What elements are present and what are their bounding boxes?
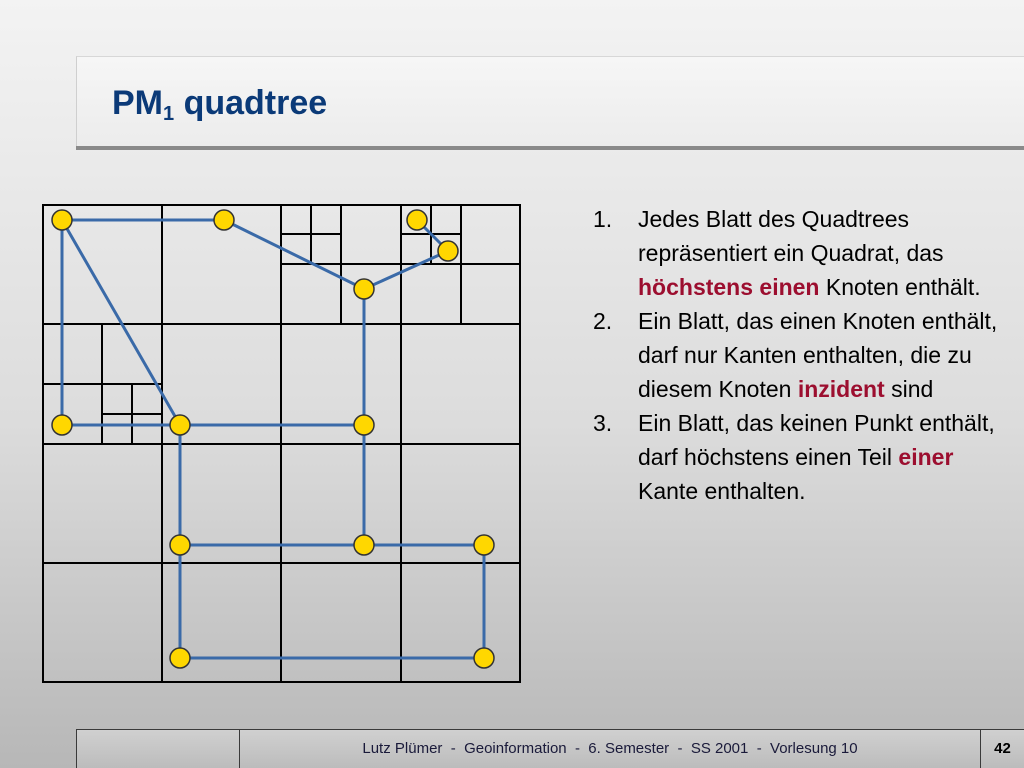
graph-node [354, 415, 374, 435]
graph-node [354, 535, 374, 555]
rules-list [593, 202, 1003, 508]
graph-node [407, 210, 427, 230]
rule-text: sind [884, 376, 934, 402]
quadtree-grid [43, 205, 520, 682]
rule-item [593, 202, 1003, 304]
graph-edge [364, 251, 448, 289]
graph-edges [62, 220, 484, 658]
graph-node [52, 210, 72, 230]
rule-text: Jedes Blatt des Quadtrees repräsentiert ein Quadrat, das [638, 206, 944, 266]
rule-item [593, 304, 1003, 406]
title-suffix: quadtree [174, 84, 328, 122]
graph-node [474, 535, 494, 555]
rule-emphasis: inzident [797, 376, 885, 402]
rule-emphasis: höchstens einen [638, 274, 820, 300]
rule-text: Ein Blatt, das einen Knoten enthält, darf nur Kanten enthalten, die zu diesem Knoten [638, 308, 998, 402]
graph-node [354, 279, 374, 299]
graph-node [170, 648, 190, 668]
rule-number: 2. [593, 308, 613, 334]
graph-node [170, 535, 190, 555]
graph-node [214, 210, 234, 230]
rule-number: 1. [593, 206, 613, 232]
graph-edge [224, 220, 364, 289]
graph-node [474, 648, 494, 668]
title-subscript: 1 [163, 103, 175, 125]
rule-text: Knoten enthält. [819, 274, 981, 300]
rule-item [593, 406, 1003, 508]
rule-text: Ein Blatt, das keinen Punkt enthält, darf höchstens einen Teil [638, 410, 995, 470]
footer-left-cell [77, 730, 240, 768]
footer-bar [76, 729, 1024, 768]
footer-text: Lutz Plümer - Geoinformation - 6. Semester - SS 2001 - Vorlesung 10 [240, 730, 981, 768]
graph-nodes [52, 210, 494, 668]
rule-text: Kante enthalten. [638, 478, 806, 504]
graph-node [52, 415, 72, 435]
graph-node [438, 241, 458, 261]
graph-node [170, 415, 190, 435]
page-number: 42 [994, 740, 1011, 757]
rule-number: 3. [593, 410, 613, 436]
title-main: PM [112, 84, 163, 122]
rule-emphasis: einer [898, 444, 954, 470]
